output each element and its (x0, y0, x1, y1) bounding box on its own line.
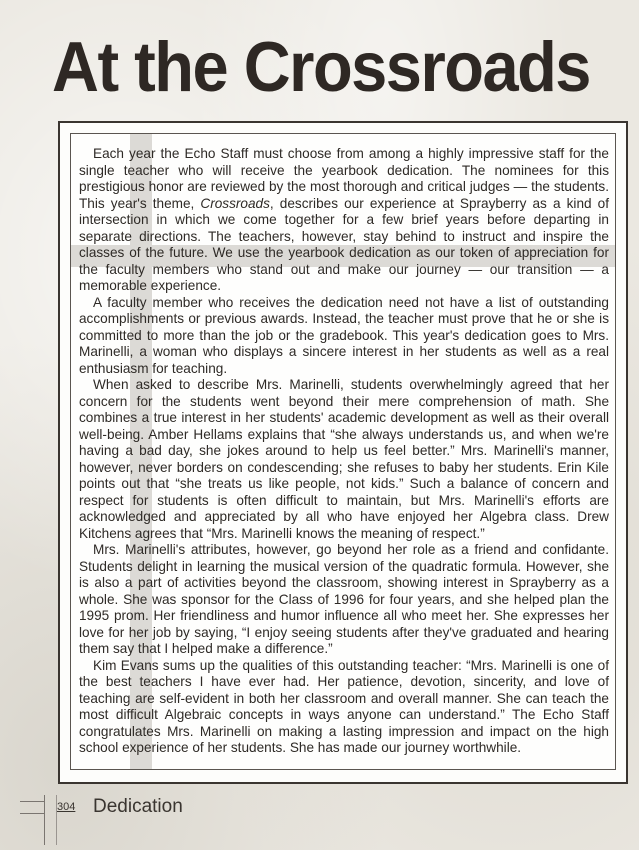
article-frame (58, 121, 628, 784)
paragraph-1-text-b: , describes our experience at Sprayberry as a kind of intersection in which we come together for a few brief years before departing in separate directions. The teachers, however, stay behind to instruct and inspire the classes of the future. We use the yearbook dedication as our token of appreciation for the faculty members who stand out and make our journey — our transition — a memorable experience. (79, 195, 610, 293)
footer-rule (20, 801, 44, 802)
page-number: 304 (57, 801, 76, 813)
paragraph-5: Kim Evans sums up the qualities of this outstanding teacher: “Mrs. Marinelli is one of the best teachers I have ever had. Her patience, devotion, sincerity, and love of teaching are self-evident in both her classroom and overall manner. She can teach the most difficult Algebraic concepts in ways anyone can understand.” The Echo Staff congratulates Mrs. Marinelli on making a lasting impression and impact on the high school experience of her students. She has made our journey worthwhile. (79, 657, 609, 755)
paragraph-3: When asked to describe Mrs. Marinelli, students overwhelmingly agreed that her concern for the students went beyond their mere comprehension of math. She combines a true interest in her students' academic development as well as their overall well-being. Amber Hellams explains that “she always understands us, and when we're having a bad day, she jokes around to help us feel better.” Mrs. Marinelli's manner, however, never borders on condescending; she refuses to baby her students. Erin Kile points out that “she treats us like people, not kids.” Such a balance of concern and respect for students is often difficult to maintain, but Mrs. Marinelli's efforts are acknowledged and appreciated by all who have enjoyed her Algebra class. Drew Kitchens agrees that “Mrs. Marinelli knows the meaning of respect.” (79, 377, 609, 541)
footer-rule (20, 813, 44, 814)
article-inner-frame (70, 133, 616, 770)
theme-name: Crossroads (200, 195, 270, 211)
paragraph-1 (79, 146, 609, 295)
footer-vertical-line (44, 795, 45, 845)
article-body (79, 146, 609, 757)
paragraph-2: A faculty member who receives the dedication need not have a list of outstanding accomplishments or previous awards. Instead, the teacher must prove that he or she is committed to more than the job or the gradebook. This year's dedication goes to Mrs. Marinelli, a woman who displays a sincere interest in her students as well as a real enthusiasm for teaching. (79, 294, 609, 376)
paragraph-4: Mrs. Marinelli's attributes, however, go beyond her role as a friend and confidante. Students delight in learning the musical version of the quadratic formula. However, she is also a part of activities beyond the classroom, showing interest in Sprayberry as a whole. She was sponsor for the Class of 1996 for four years, and she helped plan the 1995 prom. Her friendliness and humor influence all who meet her. She expresses her love for her job by saying, “I enjoy seeing students after they've graduated and hearing them say that I helped make a difference.” (79, 542, 609, 656)
paragraph-1-text-a: Each year the Echo Staff must choose from among a highly impressive staff for the single teacher who will receive the yearbook dedication. The nominees for this prestigious honor are reviewed by the most thorough and critical judges — the students. This year's theme, (79, 146, 609, 211)
page-title: At the Crossroads (52, 27, 590, 107)
section-name: Dedication (93, 796, 183, 817)
